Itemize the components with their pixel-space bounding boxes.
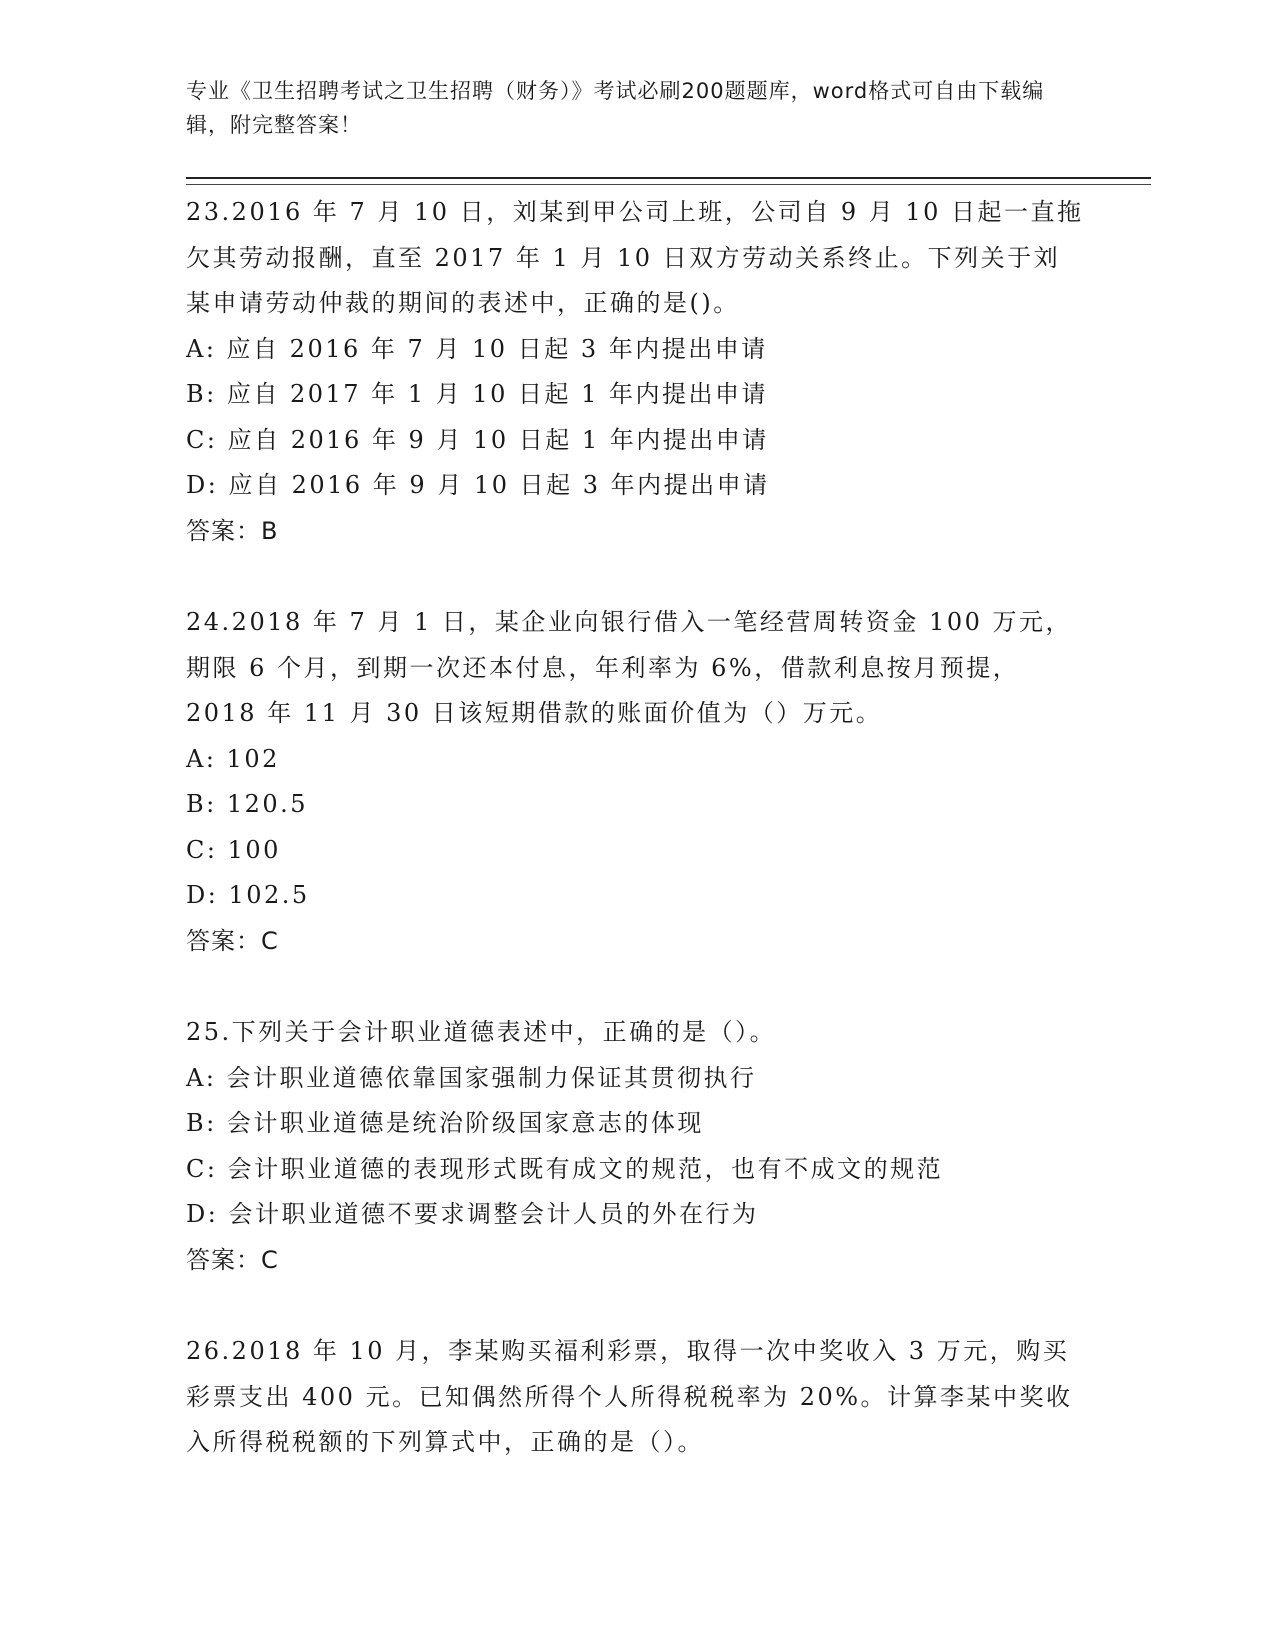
answer-line: 答案：B xyxy=(186,516,279,545)
header-divider-thin xyxy=(186,184,1151,185)
question-26 xyxy=(186,1329,1086,1466)
option-d: D: 102.5 xyxy=(186,881,310,909)
header-divider-thick xyxy=(186,177,1151,179)
answer-line: 答案：C xyxy=(186,1245,279,1274)
question-stem: 24.2018 年 7 月 1 日，某企业向银行借入一笔经营周转资金 100 万元，期限 6 个月，到期一次还本付息，年利率为 6%，借款利息按月预提，2018 年 11 月 30 日该短期借款的账面价值为（）万元。 xyxy=(186,608,1072,727)
option-a: A: 102 xyxy=(186,744,280,773)
question-25 xyxy=(186,1010,1086,1283)
option-a: A: 会计职业道德依靠国家强制力保证其贯彻执行 xyxy=(186,1063,757,1092)
question-24 xyxy=(186,600,1086,964)
question-stem: 25.下列关于会计职业道德表述中，正确的是（）。 xyxy=(186,1018,777,1046)
question-stem: 23.2016 年 7 月 10 日，刘某到甲公司上班，公司自 9 月 10 日起一直拖欠其劳动报酬，直至 2017 年 1 月 10 日双方劳动关系终止。下列关于刘某申请劳动仲裁的期间的表述中，正确的是()。 xyxy=(186,198,1084,317)
option-c: C: 应自 2016 年 9 月 10 日起 1 年内提出申请 xyxy=(186,425,769,454)
header-title: 专业《卫生招聘考试之卫生招聘（财务）》考试必刷200题题库，word格式可自由下载编辑，附完整答案！ xyxy=(186,79,1045,137)
option-b: B: 会计职业道德是统治阶级国家意志的体现 xyxy=(186,1109,704,1137)
option-d: D: 会计职业道德不要求调整会计人员的外在行为 xyxy=(186,1200,759,1228)
document-header xyxy=(186,74,1066,142)
option-b: B: 应自 2017 年 1 月 10 日起 1 年内提出申请 xyxy=(186,380,769,408)
option-b: B: 120.5 xyxy=(186,790,309,818)
question-stem: 26.2018 年 10 月，李某购买福利彩票，取得一次中奖收入 3 万元，购买彩票支出 400 元。已知偶然所得个人所得税税率为 20%。计算李某中奖收入所得税税额的下列算式中，正确的是（）。 xyxy=(186,1337,1073,1456)
answer-line: 答案：C xyxy=(186,926,279,955)
option-d: D: 应自 2016 年 9 月 10 日起 3 年内提出申请 xyxy=(186,471,770,499)
option-a: A: 应自 2016 年 7 月 10 日起 3 年内提出申请 xyxy=(186,334,768,363)
question-23 xyxy=(186,190,1086,554)
option-c: C: 100 xyxy=(186,835,281,864)
question-list xyxy=(186,190,1086,1466)
option-c: C: 会计职业道德的表现形式既有成文的规范，也有不成文的规范 xyxy=(186,1154,944,1183)
